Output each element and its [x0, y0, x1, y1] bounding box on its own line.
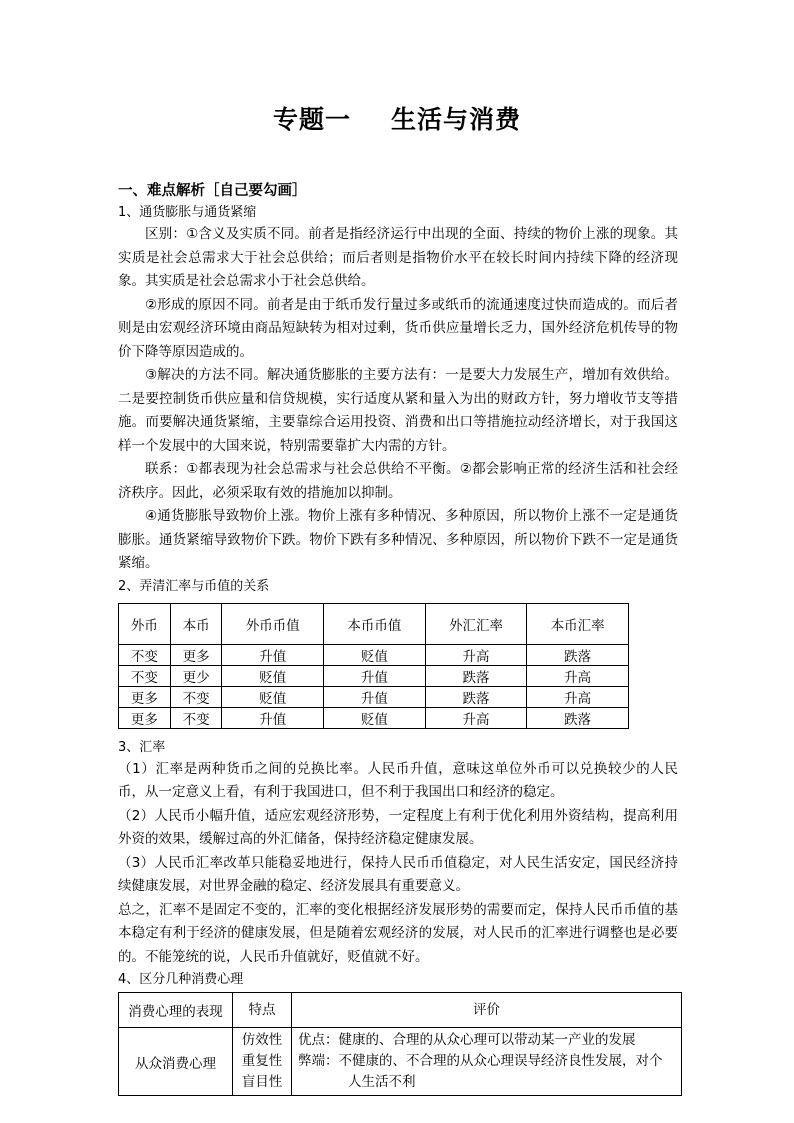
item1-heading: 1、通货膨胀与通货紧缩: [118, 205, 257, 220]
table-cell: 升高: [425, 644, 527, 665]
title-part-1: 专题一: [272, 105, 351, 134]
table-cell: 不变: [119, 644, 171, 665]
table-cell: 跌落: [425, 665, 527, 686]
table-cell: 贬值: [324, 644, 426, 665]
table-row: [119, 686, 629, 707]
page-title: [0, 100, 794, 136]
document-body: [118, 180, 678, 1096]
table-header-cell: 外币: [119, 603, 171, 644]
table-cell: 贬值: [222, 665, 324, 686]
table-header-cell: 消费心理的表现: [119, 993, 233, 1028]
item3-paragraph-2: （2）人民币小幅升值，适应宏观经济形势，一定程度上有利于优化利用外资结构，提高利用外资的效果，缓解过高的外汇储备，保持经济稳定健康发展。: [118, 807, 678, 847]
table-cell: 不变: [119, 665, 171, 686]
table-cell: 升值: [222, 707, 324, 728]
table-header-cell: 本币: [170, 603, 222, 644]
table-cell: 更少: [170, 665, 222, 686]
exchange-rate-table: [118, 603, 629, 729]
table-cell: 升值: [222, 644, 324, 665]
item4-heading: 4、区分几种消费心理: [118, 972, 244, 987]
item3-paragraph-3: （3）人民币汇率改革只能稳妥地进行，保持人民币币值稳定，对人民生活安定，国民经济持续健康发展，对世界金融的稳定、经济发展具有重要意义。: [118, 854, 678, 894]
table-cell: 不变: [170, 707, 222, 728]
psychology-name: 从众消费心理: [119, 1028, 233, 1096]
table-row: [119, 707, 629, 728]
table-cell: 升值: [324, 686, 426, 707]
table-cell: 升高: [527, 686, 629, 707]
table-header-cell: 评价: [292, 993, 682, 1028]
item2-heading: 2、弄清汇率与币值的关系: [118, 578, 270, 594]
table-cell: 跌落: [425, 686, 527, 707]
table-header-cell: 特点: [233, 993, 292, 1028]
table-row: [119, 665, 629, 686]
table-cell: 升值: [324, 665, 426, 686]
table-header-row: [119, 603, 629, 644]
table-cell: 更多: [170, 644, 222, 665]
title-part-2: 生活与消费: [391, 105, 522, 134]
table-header-cell: 本币币值: [324, 603, 426, 644]
item1-paragraph-2: ②形成的原因不同。前者是由于纸币发行量过多或纸币的流通速度过快而造成的。而后者则是由宏观经济环境由商品短缺转为相对过剩，货币供应量增长乏力，国外经济危机传导的物价下降等原因造成的。: [118, 296, 678, 360]
table-cell: 更多: [119, 686, 171, 707]
trait: 盲目性: [241, 1074, 283, 1090]
item1-paragraph-3: ③解决的方法不同。解决通货膨胀的主要方法有：一是要大力发展生产，增加有效供给。二是要控制货币供应量和信贷规模，实行适度从紧和量入为出的财政方针，努力增收节支等措施。而要解决通货紧缩，主要靠综合运用投资、消费和出口等措施拉动经济增长，对于我国这样一个发展中的大国来说，特别需要靠扩大内需的方针。: [118, 367, 678, 454]
table-cell: 贬值: [222, 686, 324, 707]
item1-paragraph-5: ④通货膨胀导致物价上涨。物价上涨有多种情况、多种原因，所以物价上涨不一定是通货膨胀。通货紧缩导致物价下跌。物价下跌有多种情况、多种原因，所以物价下跌不一定是通货紧缩。: [118, 508, 678, 571]
table-row: [119, 644, 629, 665]
item1-paragraph-1: 区别：①含义及实质不同。前者是指经济运行中出现的全面、持续的物价上涨的现象。其实质是社会总需求大于社会总供给；而后者则是指物价水平在较长时间内持续下降的经济现象。其实质是社会总需求小于社会总供给。: [118, 226, 678, 289]
table-cell: 不变: [170, 686, 222, 707]
trait: 重复性: [241, 1053, 283, 1069]
evaluation-pro: 优点：健康的、合理的从众心理可以带动某一产业的发展: [298, 1032, 636, 1048]
section-heading: 一、难点解析［自己要勾画］: [118, 183, 307, 199]
table-cell: 跌落: [527, 644, 629, 665]
item3-paragraph-4: 总之，汇率不是固定不变的，汇率的变化根据经济发展形势的需要而定，保持人民币币值的基本稳定有利于经济的健康发展，但是随着宏观经济的发展，对人民币的汇率进行调整也是必要的。不能笼统的说，人民币升值就好，贬值就不好。: [118, 901, 678, 965]
table-cell: 跌落: [527, 707, 629, 728]
consumer-psychology-table: [118, 992, 682, 1096]
table-cell: 升高: [527, 665, 629, 686]
item3-heading: 3、汇率: [118, 739, 166, 755]
table-cell: 贬值: [324, 707, 426, 728]
table-header-cell: 本币汇率: [527, 603, 629, 644]
table-cell: 升高: [425, 707, 527, 728]
psychology-traits: [233, 1028, 292, 1096]
table-row: [119, 1028, 682, 1096]
table-header-row: [119, 993, 682, 1028]
trait: 仿效性: [241, 1032, 283, 1048]
table-cell: 更多: [119, 707, 171, 728]
evaluation-con: 弊端：不健康的、不合理的从众心理误导经济良性发展，对个人生活不利: [298, 1053, 663, 1090]
item3-paragraph-1: （1）汇率是两种货币之间的兑换比率。人民币升值，意味这单位外币可以兑换较少的人民币，从一定意义上看，有利于我国进口，但不利于我国出口和经济的稳定。: [118, 760, 678, 800]
item1-paragraph-4: 联系：①都表现为社会总需求与社会总供给不平衡。②都会影响正常的经济生活和社会经济秩序。因此，必须采取有效的措施加以抑制。: [118, 461, 678, 501]
table-header-cell: 外汇汇率: [425, 603, 527, 644]
psychology-evaluation: [292, 1028, 682, 1096]
table-header-cell: 外币币值: [222, 603, 324, 644]
